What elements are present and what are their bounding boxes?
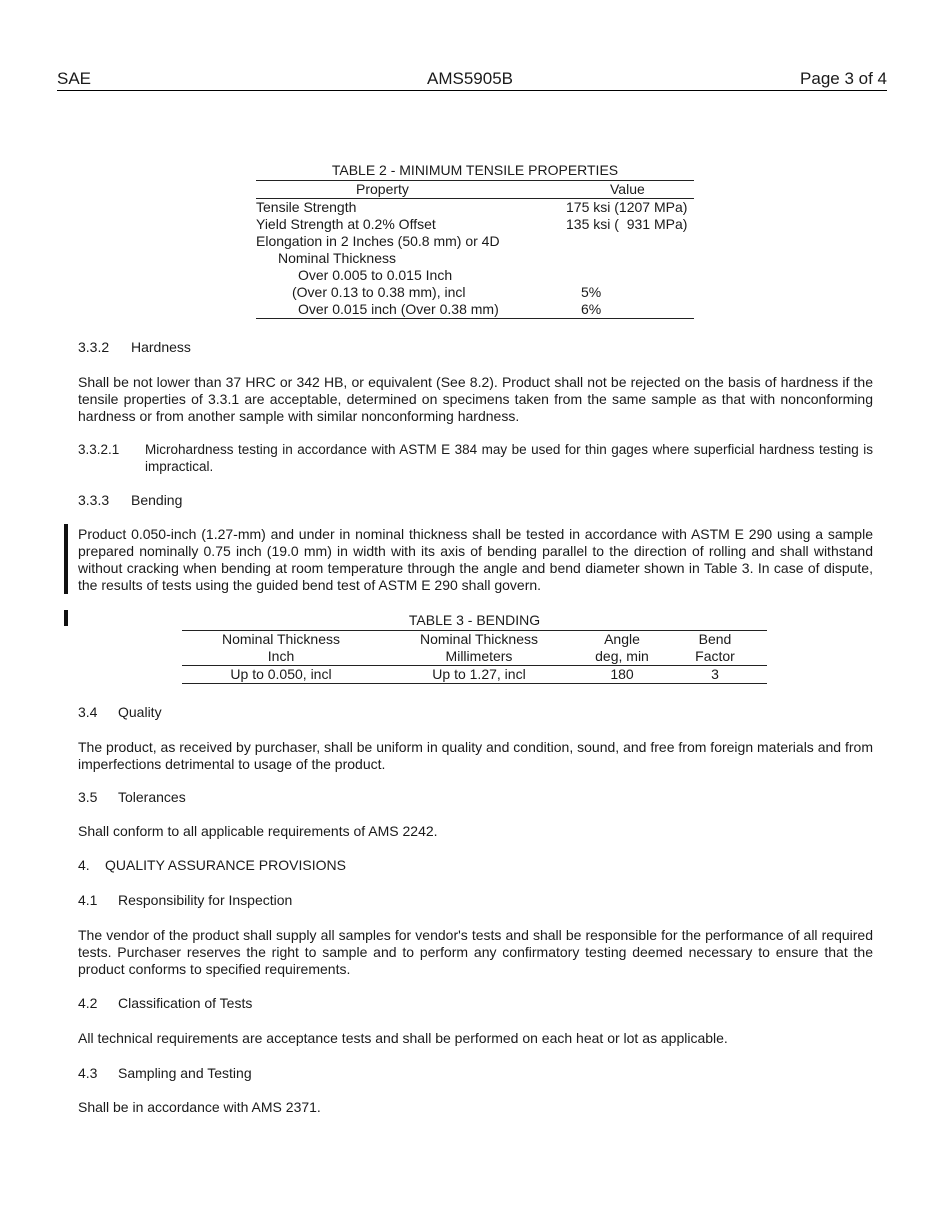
paragraph-responsibility: The vendor of the product shall supply all samples for vendor's tests and shall be responsible for the performance of all required tests. Purchaser reserves the right to sample and to perform any confirmatory testing deemed necessary to ensure that the product conforms to specified requirements. xyxy=(78,927,873,977)
section-title: Sampling and Testing xyxy=(118,1065,252,1081)
paragraph-quality: The product, as received by purchaser, shall be uniform in quality and condition, sound, and free from foreign materials and from imperfections detrimental to usage of the product. xyxy=(78,739,873,772)
table-3-header-cell: Nominal Thickness xyxy=(419,631,538,647)
table-row xyxy=(182,666,767,683)
table-3-header-row-1 xyxy=(182,631,767,648)
section-heading-4 xyxy=(78,857,346,874)
paragraph-text: Microhardness testing in accordance with ASTM E 384 may be used for thin gages where superficial hardness testing is impractical. xyxy=(145,442,873,474)
table-2-tensile-properties xyxy=(256,160,694,319)
header-doc-number: AMS5905B xyxy=(427,69,513,88)
table-cell-property: Yield Strength at 0.2% Offset xyxy=(256,216,436,232)
table-cell-property: Over 0.015 inch (Over 0.38 mm) xyxy=(298,301,499,317)
table-cell: 3 xyxy=(711,666,719,682)
section-title: Quality xyxy=(118,704,162,720)
table-2-header-row xyxy=(256,181,694,198)
table-row xyxy=(256,301,694,318)
table-cell-value: 5% xyxy=(581,284,602,300)
section-heading-3-5 xyxy=(78,789,186,806)
section-number: 3.4 xyxy=(78,704,98,720)
table-row xyxy=(256,199,694,216)
page-header xyxy=(57,70,887,91)
section-heading-4-2 xyxy=(78,995,252,1012)
table-cell-value: 6% xyxy=(581,301,602,317)
section-number: 3.5 xyxy=(78,789,98,805)
table-3-header-cell: Nominal Thickness xyxy=(221,631,340,647)
table-3-header-row-2 xyxy=(182,648,767,665)
table-row xyxy=(256,233,694,250)
paragraph-hardness: Shall be not lower than 37 HRC or 342 HB, or equivalent (See 8.2). Product shall not be rejected on the basis of hardness if the tensile properties of 3.3.1 are acceptable, determined on specimens taken from the same sample as that with nonconforming hardness or from another sample with similar nonconforming hardness. xyxy=(78,374,873,424)
paragraph-classification: All technical requirements are acceptance tests and shall be performed on each heat or lot as applicable. xyxy=(78,1030,728,1046)
table-row xyxy=(256,216,694,233)
section-title: QUALITY ASSURANCE PROVISIONS xyxy=(105,857,346,873)
table-3-caption: TABLE 3 - BENDING xyxy=(408,612,541,628)
table-row xyxy=(256,267,694,284)
table-2-col-value: Value xyxy=(610,181,645,197)
table-3-bending xyxy=(182,610,767,684)
table-3-header-cell: Inch xyxy=(267,648,295,664)
section-heading-4-3 xyxy=(78,1065,252,1082)
header-org: SAE xyxy=(57,69,92,88)
table-3-header-cell: Bend xyxy=(698,631,732,647)
header-page-number: Page 3 of 4 xyxy=(800,69,887,88)
table-cell-property: (Over 0.13 to 0.38 mm), incl xyxy=(292,284,466,300)
table-row xyxy=(256,250,694,267)
table-cell: Up to 0.050, incl xyxy=(230,666,332,682)
section-number: 4.1 xyxy=(78,892,98,908)
table-3-header-cell: Millimeters xyxy=(445,648,513,664)
table-row xyxy=(256,284,694,301)
section-heading-3-3-3 xyxy=(78,492,182,509)
table-cell-property: Nominal Thickness xyxy=(278,250,397,266)
section-number: 4.3 xyxy=(78,1065,98,1081)
table-cell-property: Elongation in 2 Inches (50.8 mm) or 4D xyxy=(256,233,500,249)
table-3-bottom-rule xyxy=(182,683,767,684)
section-heading-3-4 xyxy=(78,704,162,721)
table-cell-value: 175 ksi (1207 MPa) xyxy=(566,199,688,215)
table-2-col-property: Property xyxy=(356,181,409,197)
table-cell-property: Over 0.005 to 0.015 Inch xyxy=(298,267,453,283)
table-2-bottom-rule xyxy=(256,318,694,319)
section-title: Hardness xyxy=(131,339,191,355)
section-number: 4. xyxy=(78,857,90,873)
section-number: 4.2 xyxy=(78,995,98,1011)
section-title: Bending xyxy=(131,492,183,508)
table-cell: Up to 1.27, incl xyxy=(432,666,526,682)
table-cell: 180 xyxy=(610,666,634,682)
table-3-header-cell: deg, min xyxy=(595,648,649,664)
table-cell-property: Tensile Strength xyxy=(256,199,357,215)
section-title: Classification of Tests xyxy=(118,995,253,1011)
paragraph-sampling: Shall be in accordance with AMS 2371. xyxy=(78,1099,321,1115)
section-number: 3.3.3 xyxy=(78,492,110,508)
section-heading-3-3-2 xyxy=(78,339,191,356)
section-number: 3.3.2.1 xyxy=(78,442,120,457)
section-title: Tolerances xyxy=(118,789,186,805)
paragraph-microhardness xyxy=(78,441,873,475)
paragraph-bending: Product 0.050-inch (1.27-mm) and under in nominal thickness shall be tested in accordance with ASTM E 290 using a sample prepared nominally 0.75 inch (19.0 mm) in width with its axis of bending parallel to the direction of rolling and shall withstand without cracking when bending at room temperature through the angle and bend diameter shown in Table 3. In case of dispute, the results of tests using the guided bend test of ASTM E 290 shall govern. xyxy=(78,526,873,593)
table-cell-value: 135 ksi ( 931 MPa) xyxy=(566,216,688,232)
change-bar xyxy=(64,524,68,594)
table-3-header-cell: Angle xyxy=(604,631,640,647)
table-3-header-cell: Factor xyxy=(695,648,735,664)
section-heading-4-1 xyxy=(78,892,292,909)
section-title: Responsibility for Inspection xyxy=(118,892,293,908)
change-bar xyxy=(64,610,68,626)
table-2-caption: TABLE 2 - MINIMUM TENSILE PROPERTIES xyxy=(331,162,619,178)
paragraph-tolerances: Shall conform to all applicable requirements of AMS 2242. xyxy=(78,823,438,839)
section-number: 3.3.2 xyxy=(78,339,110,355)
